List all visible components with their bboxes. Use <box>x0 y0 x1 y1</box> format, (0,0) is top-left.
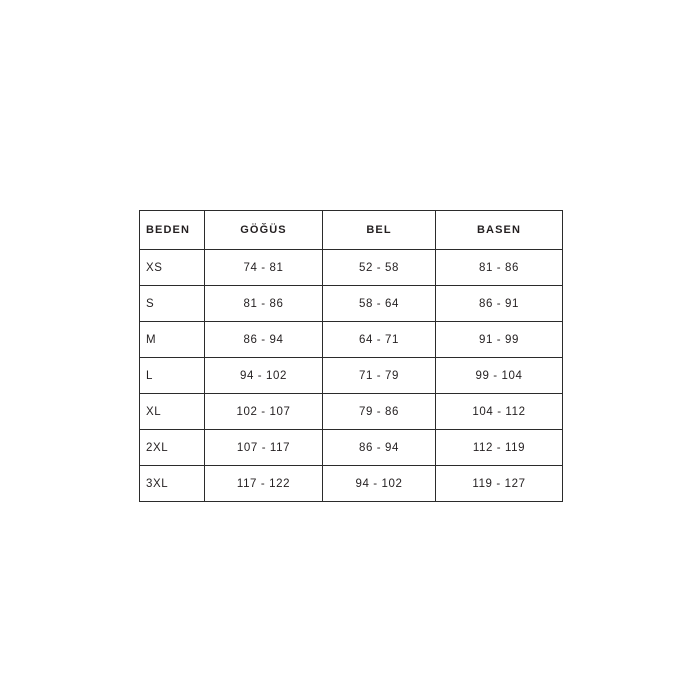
cell-size: 3XL <box>140 466 205 502</box>
column-header-hips: BASEN <box>436 211 563 250</box>
cell-chest: 81 - 86 <box>205 286 323 322</box>
table-row <box>140 358 563 394</box>
cell-waist: 71 - 79 <box>323 358 436 394</box>
table-header-row <box>140 211 563 250</box>
cell-waist: 86 - 94 <box>323 430 436 466</box>
cell-size: 2XL <box>140 430 205 466</box>
cell-size: XL <box>140 394 205 430</box>
table-row <box>140 430 563 466</box>
cell-size: XS <box>140 250 205 286</box>
cell-size: L <box>140 358 205 394</box>
cell-waist: 94 - 102 <box>323 466 436 502</box>
cell-chest: 86 - 94 <box>205 322 323 358</box>
cell-hips: 81 - 86 <box>436 250 563 286</box>
cell-hips: 119 - 127 <box>436 466 563 502</box>
cell-hips: 91 - 99 <box>436 322 563 358</box>
cell-hips: 86 - 91 <box>436 286 563 322</box>
cell-waist: 64 - 71 <box>323 322 436 358</box>
cell-chest: 102 - 107 <box>205 394 323 430</box>
table-row <box>140 250 563 286</box>
table-row <box>140 322 563 358</box>
table-header <box>140 211 563 250</box>
cell-size: S <box>140 286 205 322</box>
column-header-waist: BEL <box>323 211 436 250</box>
cell-waist: 58 - 64 <box>323 286 436 322</box>
size-chart-table <box>139 210 563 502</box>
cell-chest: 74 - 81 <box>205 250 323 286</box>
cell-hips: 104 - 112 <box>436 394 563 430</box>
table-row <box>140 394 563 430</box>
cell-size: M <box>140 322 205 358</box>
table-body <box>140 250 563 502</box>
column-header-chest: GÖĞÜS <box>205 211 323 250</box>
size-chart-container <box>139 210 562 502</box>
cell-hips: 112 - 119 <box>436 430 563 466</box>
cell-chest: 94 - 102 <box>205 358 323 394</box>
table-row <box>140 286 563 322</box>
cell-waist: 79 - 86 <box>323 394 436 430</box>
cell-waist: 52 - 58 <box>323 250 436 286</box>
cell-chest: 117 - 122 <box>205 466 323 502</box>
cell-hips: 99 - 104 <box>436 358 563 394</box>
table-row <box>140 466 563 502</box>
cell-chest: 107 - 117 <box>205 430 323 466</box>
column-header-size: BEDEN <box>140 211 205 250</box>
